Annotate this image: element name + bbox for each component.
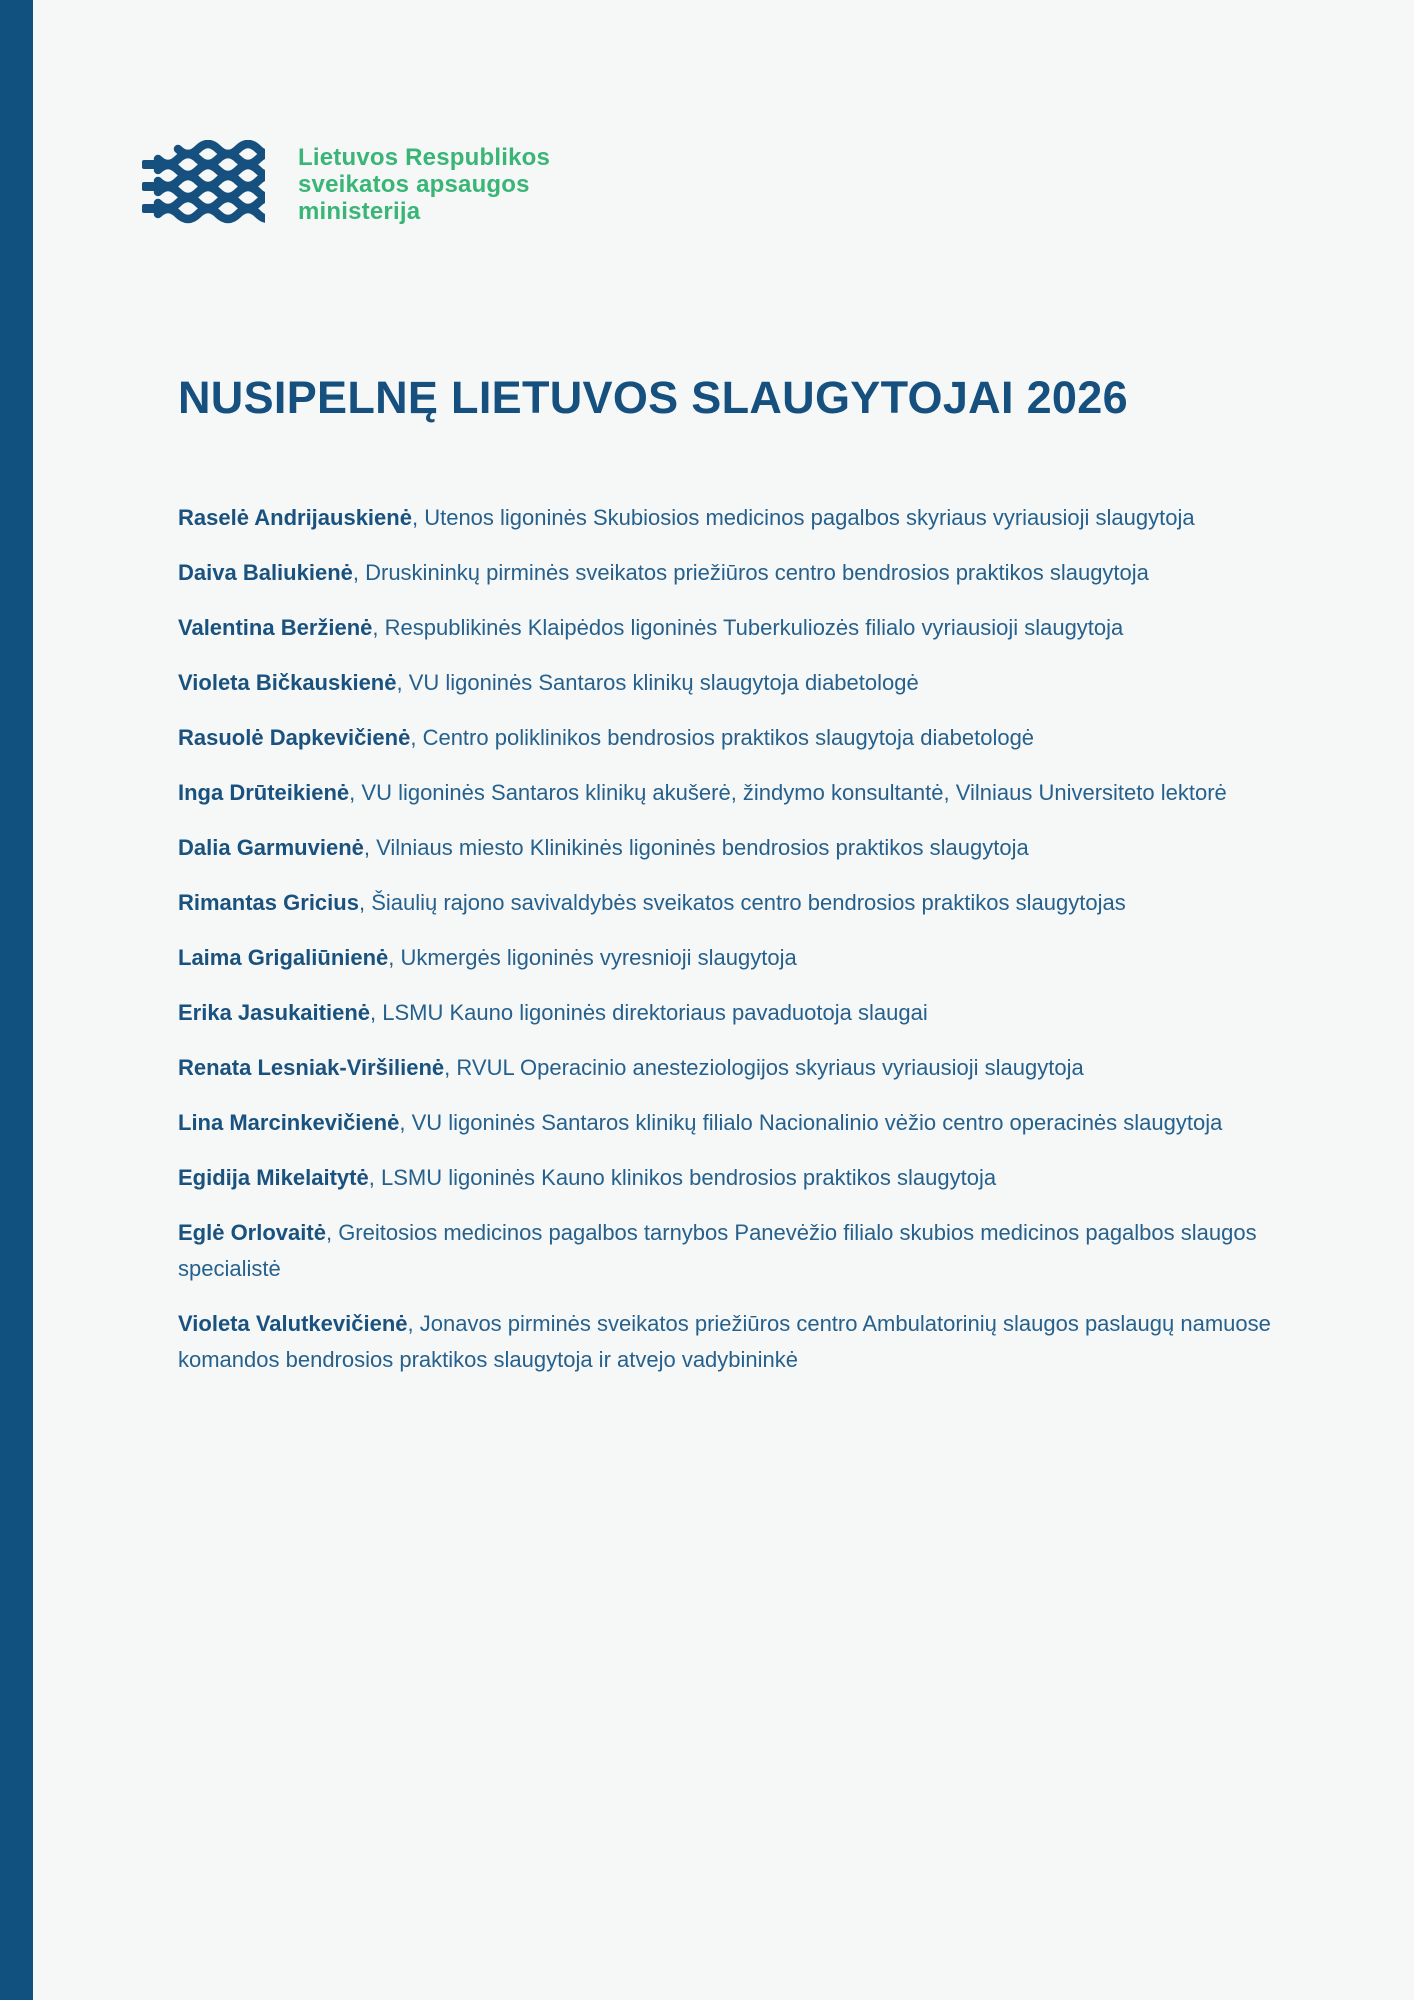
name-separator: , [349, 779, 362, 805]
name-separator: , [410, 724, 423, 750]
left-accent-stripe [0, 0, 33, 2000]
name-separator: , [352, 559, 366, 585]
name-separator: , [363, 834, 377, 860]
nurse-description: Ukmergės ligoninės vyresnioji slaugytoja [400, 944, 797, 970]
name-separator: , [444, 1054, 457, 1080]
ministry-name [298, 144, 550, 225]
list-item [178, 555, 1283, 591]
list-item [178, 500, 1283, 536]
name-separator: , [388, 944, 401, 970]
list-item [178, 995, 1283, 1031]
name-separator: , [411, 504, 425, 530]
nurse-description: Greitosios medicinos pagalbos tarnybos Panevėžio filialo skubios medicinos pagalbos slaugos specialistė [178, 1219, 1257, 1281]
name-separator: , [325, 1219, 339, 1245]
nurse-description: VU ligoninės Santaros klinikų akušerė, žindymo konsultantė, Vilniaus Universiteto lektorė [361, 779, 1227, 805]
name-separator: , [358, 889, 372, 915]
list-item [178, 665, 1283, 701]
ministry-name-line: Lietuvos Respublikos [298, 143, 551, 171]
nurse-description: LSMU ligoninės Kauno klinikos bendrosios praktikos slaugytoja [380, 1164, 997, 1190]
name-separator: , [396, 669, 409, 695]
nurse-name: Violeta Bičkauskienė [178, 669, 397, 695]
nurse-name: Dalia Garmuvienė [178, 834, 364, 860]
ministry-net-logo-icon [142, 140, 265, 228]
page-title: NUSIPELNĘ LIETUVOS SLAUGYTOJAI 2026 [178, 372, 1128, 423]
ministry-logo [142, 0, 1294, 228]
list-item [178, 775, 1283, 811]
nurse-name: Daiva Baliukienė [178, 559, 353, 585]
nurse-name: Inga Drūteikienė [178, 779, 350, 805]
name-separator: , [372, 614, 385, 640]
nurse-name: Renata Lesniak-Viršilienė [178, 1054, 445, 1080]
nurse-name: Eglė Orlovaitė [178, 1219, 326, 1245]
list-item [178, 720, 1283, 756]
nurse-name: Violeta Valutkevičienė [178, 1310, 408, 1336]
name-separator: , [370, 999, 383, 1025]
document-content [142, 0, 1414, 1378]
list-item [178, 830, 1283, 866]
nurse-name: Raselė Andrijauskienė [178, 504, 412, 530]
nurse-name: Valentina Beržienė [178, 614, 373, 640]
nurse-description: Druskininkų pirminės sveikatos priežiūros centro bendrosios praktikos slaugytoja [365, 559, 1149, 585]
list-item [178, 1306, 1283, 1378]
nurse-name: Egidija Mikelaitytė [178, 1164, 369, 1190]
nurse-description: VU ligoninės Santaros klinikų slaugytoja diabetologė [408, 669, 919, 695]
nurse-name: Erika Jasukaitienė [178, 999, 371, 1025]
ministry-name-line: ministerija [298, 197, 421, 225]
list-item [178, 1105, 1283, 1141]
list-item [178, 610, 1283, 646]
nurse-list [178, 500, 1283, 1378]
list-item [178, 1215, 1283, 1287]
list-item [178, 940, 1283, 976]
list-item [178, 1050, 1283, 1086]
list-item [178, 1160, 1283, 1196]
name-separator: , [399, 1109, 412, 1135]
nurse-description: LSMU Kauno ligoninės direktoriaus pavaduotoja slaugai [382, 999, 928, 1025]
nurse-name: Laima Grigaliūnienė [178, 944, 389, 970]
nurse-name: Lina Marcinkevičienė [178, 1109, 400, 1135]
nurse-description: VU ligoninės Santaros klinikų filialo Nacionalinio vėžio centro operacinės slaugytoja [411, 1109, 1223, 1135]
nurse-description: Respublikinės Klaipėdos ligoninės Tuberkuliozės filialo vyriausioji slaugytoja [384, 614, 1124, 640]
name-separator: , [368, 1164, 381, 1190]
nurse-description: Šiaulių rajono savivaldybės sveikatos centro bendrosios praktikos slaugytojas [371, 889, 1126, 915]
name-separator: , [407, 1310, 420, 1336]
nurse-description: Jonavos pirminės sveikatos priežiūros centro Ambulatorinių slaugos paslaugų namuose komandos bendrosios praktikos slaugytoja ir atvejo vadybininkė [178, 1310, 1271, 1372]
nurse-name: Rimantas Gricius [178, 889, 359, 915]
nurse-description: RVUL Operacinio anesteziologijos skyriaus vyriausioji slaugytoja [456, 1054, 1084, 1080]
ministry-name-line: sveikatos apsaugos [298, 170, 530, 198]
list-item [178, 885, 1283, 921]
nurse-description: Vilniaus miesto Klinikinės ligoninės bendrosios praktikos slaugytoja [376, 834, 1029, 860]
nurse-description: Utenos ligoninės Skubiosios medicinos pagalbos skyriaus vyriausioji slaugytoja [424, 504, 1195, 530]
nurse-name: Rasuolė Dapkevičienė [178, 724, 411, 750]
nurse-description: Centro poliklinikos bendrosios praktikos slaugytoja diabetologė [422, 724, 1035, 750]
